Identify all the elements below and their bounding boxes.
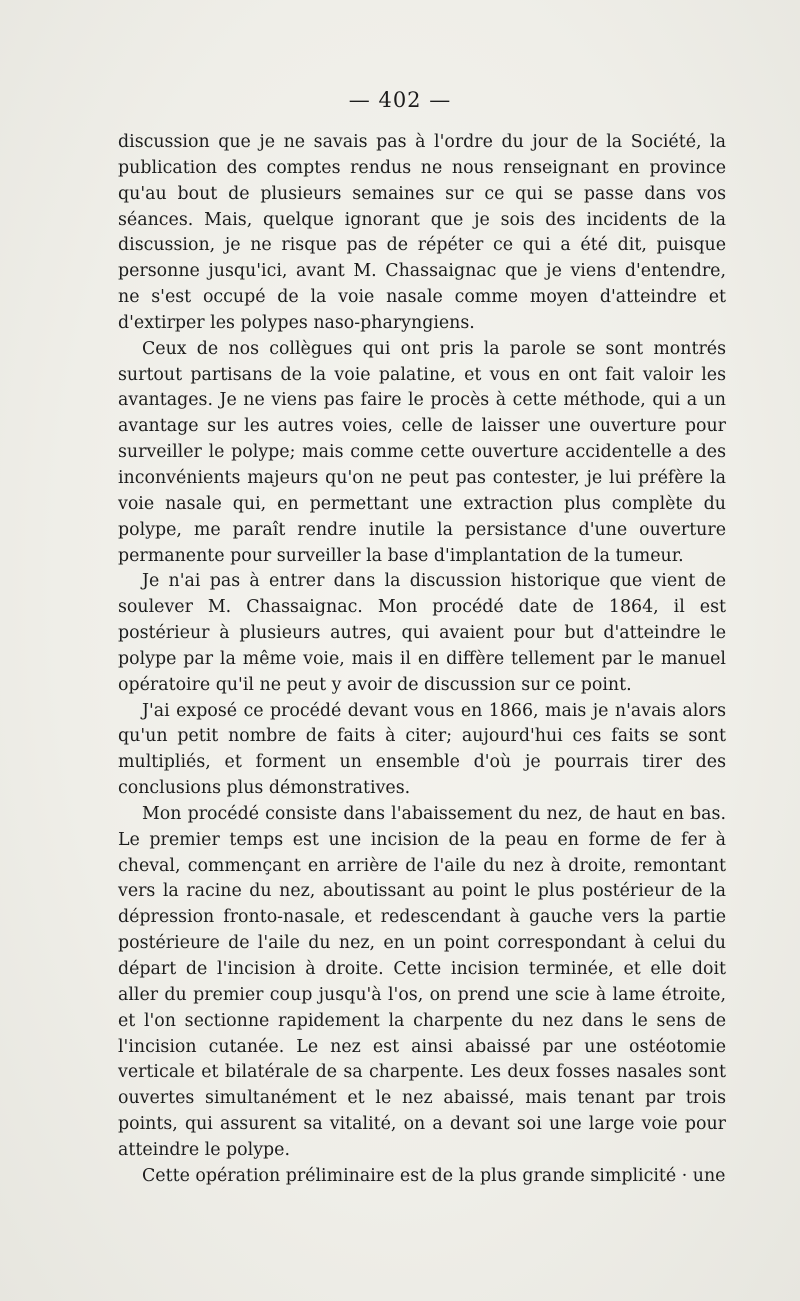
paragraph: Mon procédé consiste dans l'abaissement du nez, de haut en bas. Le premier temps est une incision de la peau en forme de fer à cheval, commençant en arrière de l'aile du nez à droite, remontant vers la racine du nez, aboutissant au point le plus postérieur de la dépression fronto-nasale, et redescendant à gauche vers la partie postérieure de l'aile du nez, en un point correspondant à celui du départ de l'incision à droite. Cette incision terminée, et elle doit aller du premier coup jusqu'à l'os, on prend une scie à lame étroite, et l'on sectionne rapidement la charpente du nez dans le sens de l'incision cutanée. Le nez est ainsi abaissé par une ostéotomie verticale et bilatérale de sa charpente. Les deux fosses nasales sont ouvertes simultanément et le nez abaissé, mais tenant par trois points, qui assurent sa vitalité, on a devant soi une large voie pour atteindre le polype. xyxy=(118,803,726,1160)
paragraph: Je n'ai pas à entrer dans la discussion historique que vient de soulever M. Chassaignac. Mon procédé date de 1864, il est postérieur à plusieurs autres, qui avaient pour but d'atteindre le polype par la même voie, mais il en diffère tellement par le manuel opératoire qu'il ne peut y avoir de discussion sur ce point. xyxy=(118,571,726,695)
body-text xyxy=(118,130,726,1190)
paragraph: Ceux de nos collègues qui ont pris la parole se sont montrés surtout partisans de la voie palatine, et vous en ont fait valoir les avantages. Je ne viens pas faire le procès à cette méthode, qui a un avantage sur les autres voies, celle de laisser une ouverture pour surveiller le polype; mais comme cette ouverture accidentelle a des inconvénients majeurs qu'on ne peut pas contester, je lui préfère la voie nasale qui, en permettant une extraction plus complète du polype, me paraît rendre inutile la persistance d'une ouverture permanente pour surveiller la base d'implantation de la tumeur. xyxy=(118,338,726,566)
page-number: — 402 — xyxy=(348,88,452,112)
paragraph: J'ai exposé ce procédé devant vous en 1866, mais je n'avais alors qu'un petit nombre de faits à citer; aujourd'hui ces faits se sont multipliés, et forment un ensemble d'où je pourrais tirer des conclusions plus démonstratives. xyxy=(118,700,726,799)
paragraph: Cette opération préliminaire est de la plus grande simplicité · une xyxy=(142,1165,726,1186)
paragraph: discussion que je ne savais pas à l'ordre du jour de la Société, la publication des comptes rendus ne nous renseignant en province qu'au bout de plusieurs semaines sur ce qui se passe dans vos séances. Mais, quelque ignorant que je sois des incidents de la discussion, je ne risque pas de répéter ce qui a été dit, puisque personne jusqu'ici, avant M. Chassaignac que je viens d'entendre, ne s'est occupé de la voie nasale comme moyen d'atteindre et d'extirper les polypes naso-pharyngiens. xyxy=(118,132,726,333)
